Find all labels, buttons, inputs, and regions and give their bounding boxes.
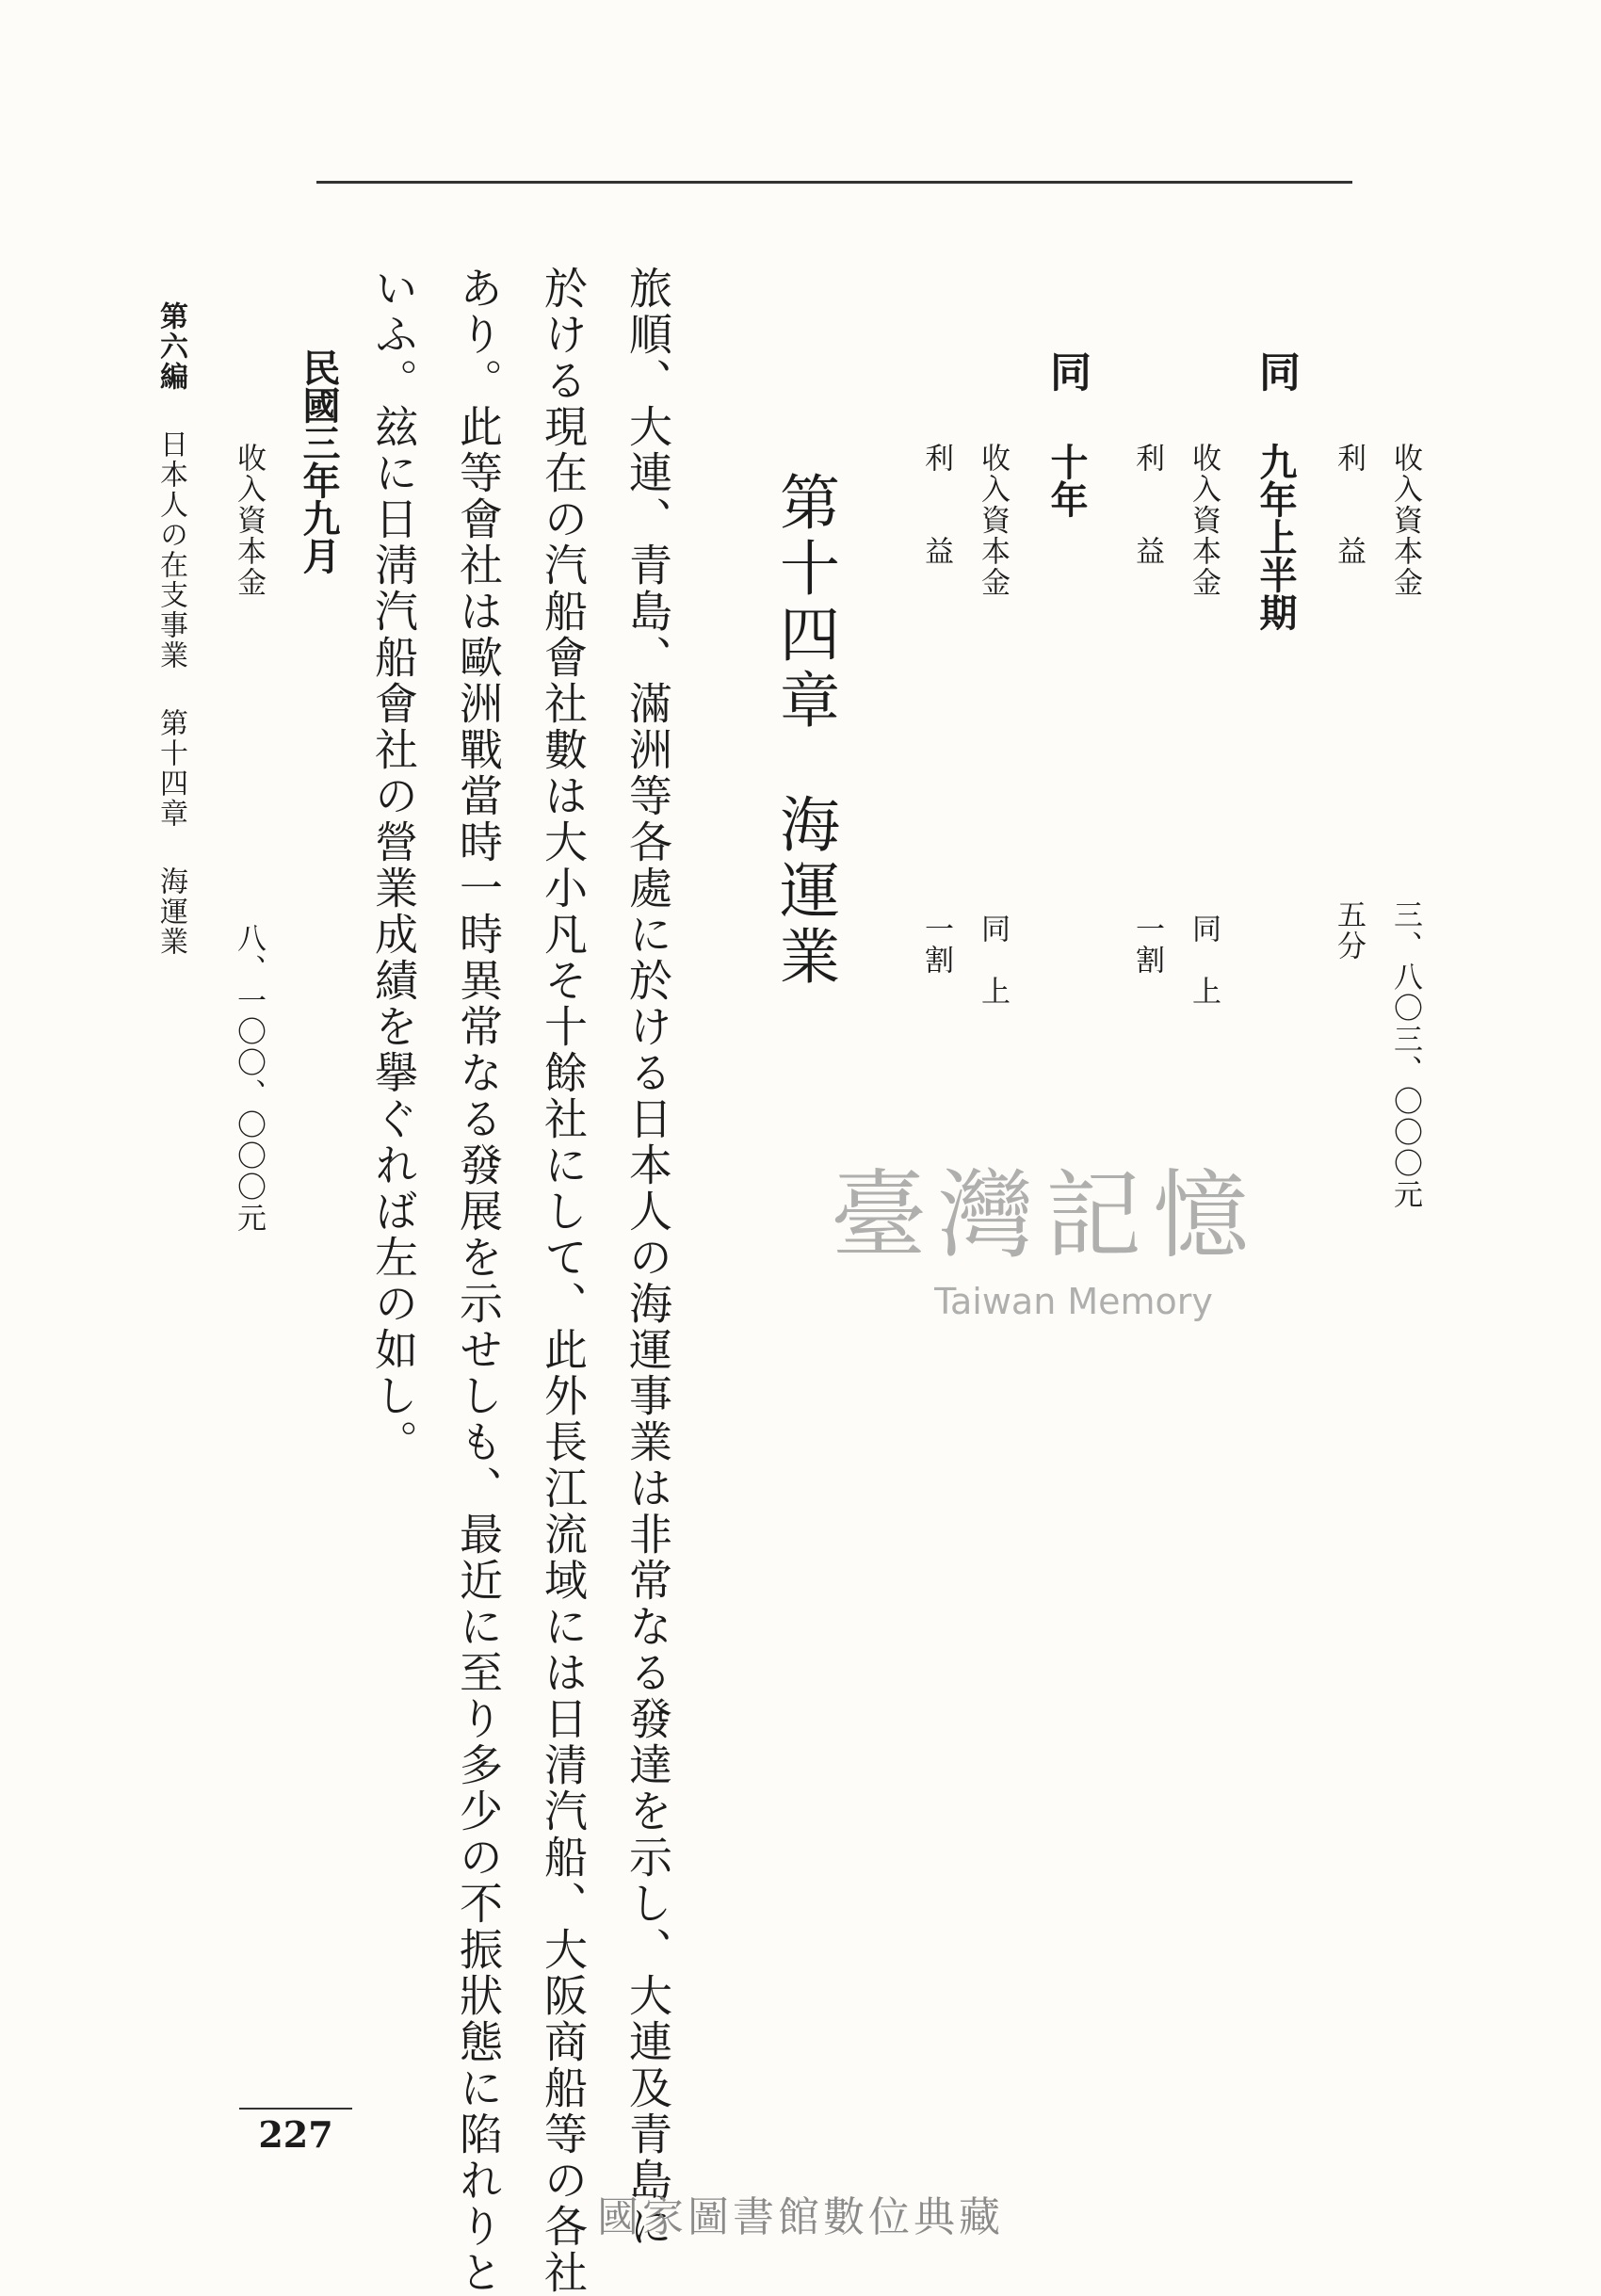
row-label-profit-3: 利 益 (919, 443, 953, 567)
block-prefix-3: 同 (1043, 350, 1091, 392)
block-period-3: 十年 (1044, 443, 1089, 518)
body-line-3: あり。此等會社は歐洲戰當時一時異常なる發展を示せしも、最近に至り多少の不振狀態に陷れりと (453, 266, 504, 2296)
body-line-4: いふ。玆に日淸汽船會社の營業成績を擧ぐれば左の如し。 (368, 266, 419, 1465)
footer-chapter: 第十四章 (154, 708, 187, 829)
watermark (800, 1140, 1290, 1322)
row-label-profit-1: 利 益 (1332, 443, 1366, 567)
row-label-capital-1: 收入資本金 (1388, 443, 1422, 598)
row-value-profit-2: 一割 (1130, 914, 1164, 976)
watermark-chinese: 臺灣記憶 (831, 1160, 1260, 1272)
watermark-english: Taiwan Memory (934, 1281, 1213, 1322)
row-value-capital-3: 同 上 (976, 914, 1010, 1007)
running-footer (156, 301, 185, 957)
chapter-title: 海運業 (769, 793, 839, 991)
table2-label-capital: 收入資本金 (232, 443, 266, 598)
row-value-profit-3: 一割 (919, 914, 953, 976)
row-value-capital-2: 同 上 (1187, 914, 1221, 1007)
row-value-profit-1: 五分 (1332, 899, 1366, 962)
row-label-capital-3: 收入資本金 (976, 443, 1010, 598)
footer-chapter-title: 海運業 (154, 866, 187, 957)
footer-title: 日本人の在支事業 (154, 429, 187, 671)
row-label-profit-2: 利 益 (1130, 443, 1164, 567)
chapter-heading (769, 471, 839, 991)
body-line-2: 於ける現在の汽船會社數は大小凡そ十餘社にして、此外長江流域には日清汽船、大阪商船等の各社 (538, 266, 589, 2296)
page-number: 227 (239, 2108, 352, 2156)
footer-part: 第六編 (154, 301, 187, 392)
row-label-capital-2: 收入資本金 (1187, 443, 1221, 598)
table2-date: 民國三年九月 (297, 348, 341, 574)
block-prefix-2: 同 (1252, 350, 1300, 392)
body-line-1: 旅順、大連、青島、滿洲等各處に於ける日本人の海運事業は非常なる發達を示し、大連及青島に (623, 266, 673, 2250)
top-rule (316, 181, 1352, 184)
row-value-capital-1: 三、八〇三、〇〇〇元 (1388, 899, 1422, 1210)
chapter-number: 第十四章 (769, 471, 839, 735)
library-banner: 國家圖書館數位典藏 (597, 2193, 1004, 2241)
block-period-2: 九年上半期 (1253, 443, 1298, 631)
table2-value-capital: 八、一〇〇、〇〇〇元 (232, 923, 266, 1234)
